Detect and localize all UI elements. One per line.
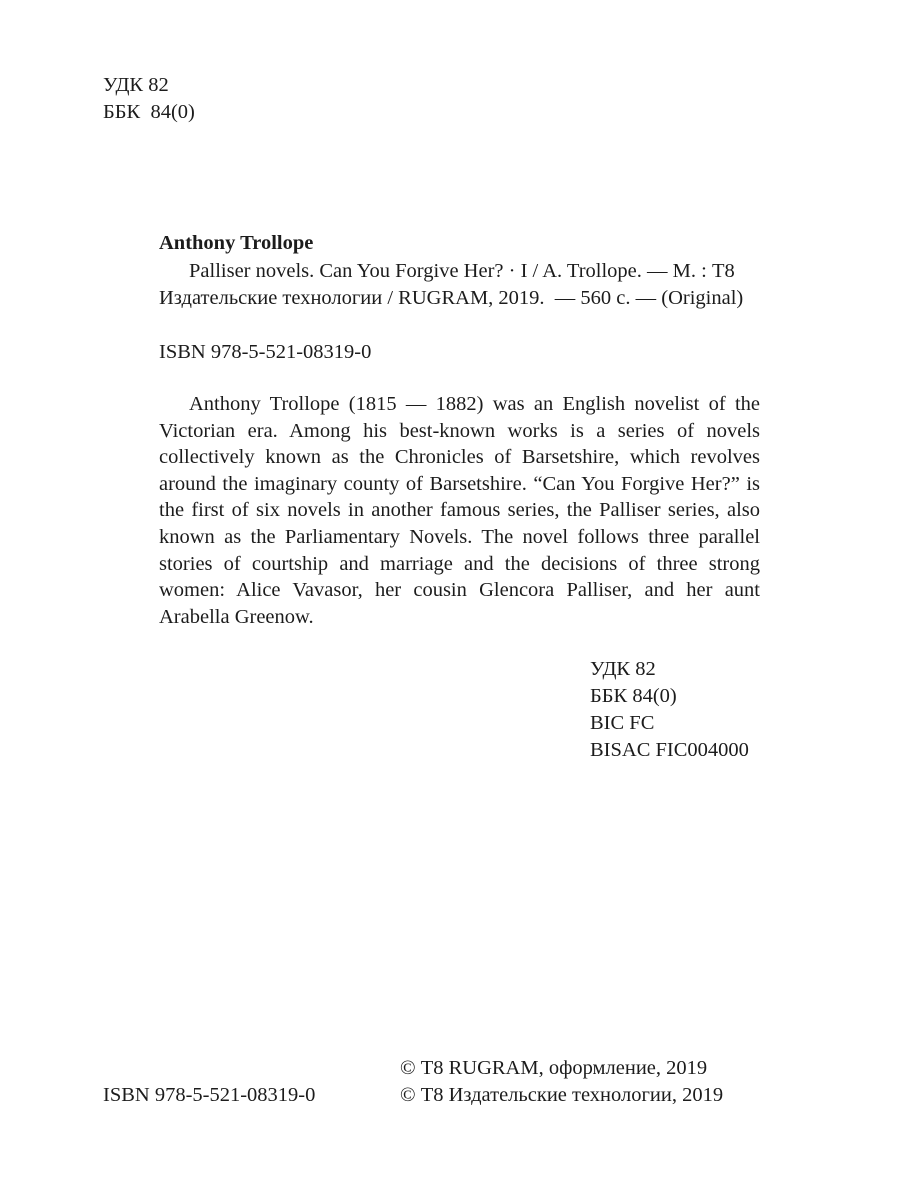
bbk-code: ББК 84(0) (103, 101, 195, 123)
bic-classification: BIC FC (590, 712, 655, 734)
bibliographic-record-line-2: Издательские технологии / RUGRAM, 2019. — 560 с. — (Original) (159, 287, 744, 309)
copyright-publisher: © Т8 Издательские технологии, 2019 (400, 1084, 724, 1106)
classification-codes (590, 656, 749, 764)
author-name: Anthony Trollope (159, 232, 314, 254)
copyright-design: © Т8 RUGRAM, оформление, 2019 (400, 1057, 708, 1079)
top-classification-codes (103, 72, 195, 126)
copyright-notices (400, 1055, 723, 1109)
bisac-classification: BISAC FIC004000 (590, 739, 749, 761)
bibliographic-record-line-1: Palliser novels. Can You Forgive Her? · I / A. Trollope. — М. : Т8 (189, 260, 735, 282)
isbn-footer: ISBN 978-5-521-08319-0 (103, 1084, 316, 1106)
isbn-record: ISBN 978-5-521-08319-0 (159, 341, 372, 363)
bibliographic-record (159, 258, 760, 312)
bbk-classification: ББК 84(0) (590, 685, 677, 707)
udk-code: УДК 82 (103, 74, 169, 96)
annotation-paragraph: Anthony Trollope (1815 — 1882) was an English novelist of the Victorian era. Among his best-known works is a series of novels collectively known as the Chronicles of Barsetshire, which revolves around the imaginary county of Barsetshire. “Can You Forgive Her?” is the first of six novels in another famous series, the Palliser series, also known as the Parliamentary Novels. The novel follows three parallel stories of courtship and marriage and the decisions of three strong women: Alice Vavasor, her cousin Glencora Palliser, and her aunt Arabella Greenow. (159, 393, 760, 628)
udk-classification: УДК 82 (590, 658, 656, 680)
